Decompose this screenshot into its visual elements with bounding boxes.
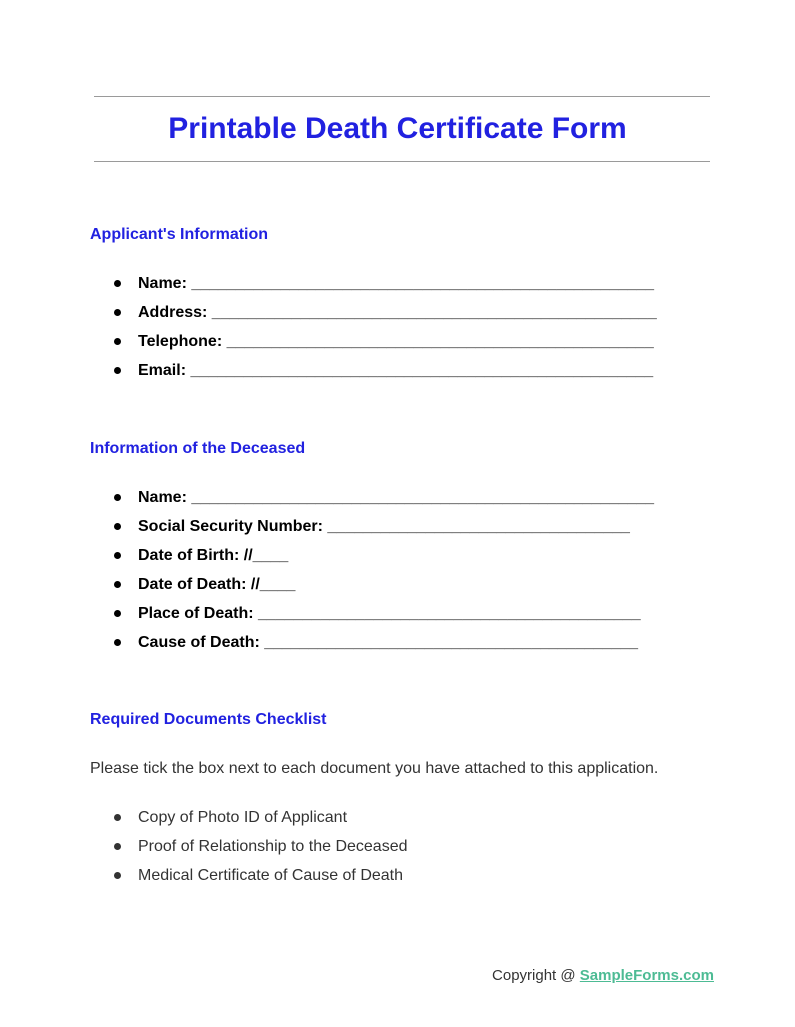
applicant-section-heading: Applicant's Information (90, 226, 269, 243)
bullet-icon (114, 280, 121, 287)
field-label: Social Security Number: __________________________________ (138, 518, 630, 535)
field-label: Address: __________________________________________________ (138, 304, 657, 321)
field-label: Name: ____________________________________________________ (138, 489, 655, 506)
document-label: Medical Certificate of Cause of Death (138, 867, 404, 884)
field-label: Cause of Death: __________________________________________ (138, 634, 638, 651)
bullet-icon (114, 639, 121, 646)
bullet-icon (114, 338, 121, 345)
bullet-icon (114, 552, 121, 559)
deceased-section-heading: Information of the Deceased (90, 440, 306, 457)
bullet-icon (114, 367, 121, 374)
documents-section-heading: Required Documents Checklist (90, 711, 327, 728)
bullet-icon (114, 523, 121, 530)
document-label: Copy of Photo ID of Applicant (138, 809, 348, 826)
field-label: Date of Death: //____ (138, 576, 296, 593)
bullet-icon (114, 814, 121, 821)
brand-link[interactable]: SampleForms.com (579, 967, 714, 984)
bullet-icon (114, 610, 121, 617)
field-label: Date of Birth: //____ (138, 547, 289, 564)
footer-copyright (492, 966, 714, 986)
bullet-icon (114, 309, 121, 316)
bullet-icon (114, 581, 121, 588)
field-label: Place of Death: ___________________________________________ (138, 605, 641, 622)
title-top-rule (94, 96, 710, 97)
page-title: Printable Death Certificate Form (168, 112, 627, 145)
bullet-icon (114, 872, 121, 879)
bullet-icon (114, 843, 121, 850)
field-label: Name: ____________________________________________________ (138, 275, 655, 292)
documents-instruction: Please tick the box next to each document you have attached to this application. (90, 760, 659, 777)
title-bottom-rule (94, 161, 710, 162)
document-label: Proof of Relationship to the Deceased (138, 838, 408, 855)
field-label: Telephone: ________________________________________________ (138, 333, 654, 350)
field-label: Email: ____________________________________________________ (138, 362, 654, 379)
bullet-icon (114, 494, 121, 501)
copyright-prefix: Copyright @ (492, 967, 580, 984)
